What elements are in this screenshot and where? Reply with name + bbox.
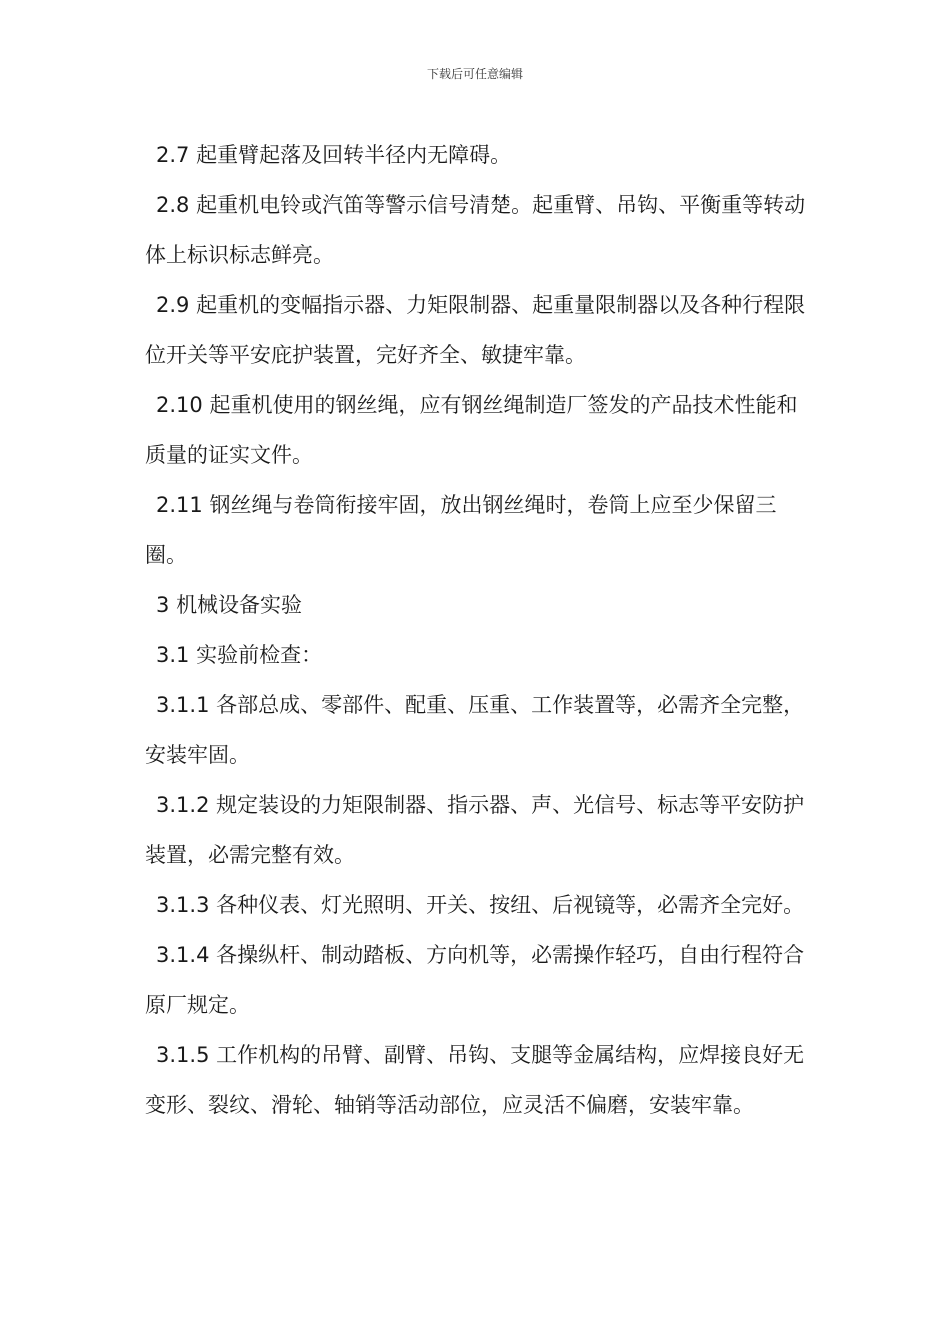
paragraph-text: 起重机使用的钢丝绳，应有钢丝绳制造厂签发的产品技术性能和质量的证实文件。 (145, 393, 798, 467)
paragraph-number: 3 (156, 593, 170, 617)
paragraph-text: 规定装设的力矩限制器、指示器、声、光信号、标志等平安防护装置，必需完整有效。 (145, 793, 805, 867)
paragraph-number: 3.1.1 (156, 693, 210, 717)
paragraph-3-1-5 (145, 1030, 810, 1130)
paragraph-text: 各操纵杆、制动踏板、方向机等，必需操作轻巧，自由行程符合原厂规定。 (145, 943, 805, 1017)
paragraph-text: 起重机的变幅指示器、力矩限制器、起重量限制器以及各种行程限位开关等平安庇护装置，完好齐全、敏捷牢靠。 (145, 293, 806, 367)
paragraph-number: 2.9 (156, 293, 190, 317)
paragraph-2-8 (145, 180, 810, 280)
paragraph-3-1-4 (145, 930, 810, 1030)
paragraph-number: 2.10 (156, 393, 203, 417)
paragraph-text: 实验前检查： (196, 643, 323, 667)
paragraph-text: 机械设备实验 (176, 593, 303, 617)
paragraph-number: 3.1 (156, 643, 190, 667)
paragraph-text: 工作机构的吊臂、副臂、吊钩、支腿等金属结构，应焊接良好无变形、裂纹、滑轮、轴销等活动部位，应灵活不偏磨，安装牢靠。 (145, 1043, 805, 1117)
document-body (145, 130, 810, 1130)
paragraph-number: 3.1.5 (156, 1043, 210, 1067)
paragraph-3-1-1 (145, 680, 810, 780)
paragraph-3-1-2 (145, 780, 810, 880)
paragraph-number: 3.1.3 (156, 893, 210, 917)
paragraph-text: 各部总成、零部件、配重、压重、工作装置等，必需齐全完整，安装牢固。 (145, 693, 805, 767)
paragraph-text: 起重臂起落及回转半径内无障碍。 (196, 143, 512, 167)
section-heading-3 (145, 580, 810, 630)
paragraph-3-1-3 (145, 880, 810, 930)
paragraph-2-11 (145, 480, 810, 580)
paragraph-number: 3.1.4 (156, 943, 210, 967)
paragraph-number: 2.7 (156, 143, 190, 167)
paragraph-2-9 (145, 280, 810, 380)
paragraph-3-1 (145, 630, 810, 680)
paragraph-text: 各种仪表、灯光照明、开关、按纽、后视镜等，必需齐全完好。 (216, 893, 805, 917)
paragraph-2-10 (145, 380, 810, 480)
paragraph-text: 起重机电铃或汽笛等警示信号清楚。起重臂、吊钩、平衡重等转动体上标识标志鲜亮。 (145, 193, 806, 267)
page-header: 下载后可任意编辑 (426, 67, 523, 81)
paragraph-2-7 (145, 130, 810, 180)
paragraph-number: 2.11 (156, 493, 203, 517)
paragraph-text: 钢丝绳与卷筒衔接牢固，放出钢丝绳时，卷筒上应至少保留三圈。 (145, 493, 777, 567)
paragraph-number: 3.1.2 (156, 793, 210, 817)
paragraph-number: 2.8 (156, 193, 190, 217)
